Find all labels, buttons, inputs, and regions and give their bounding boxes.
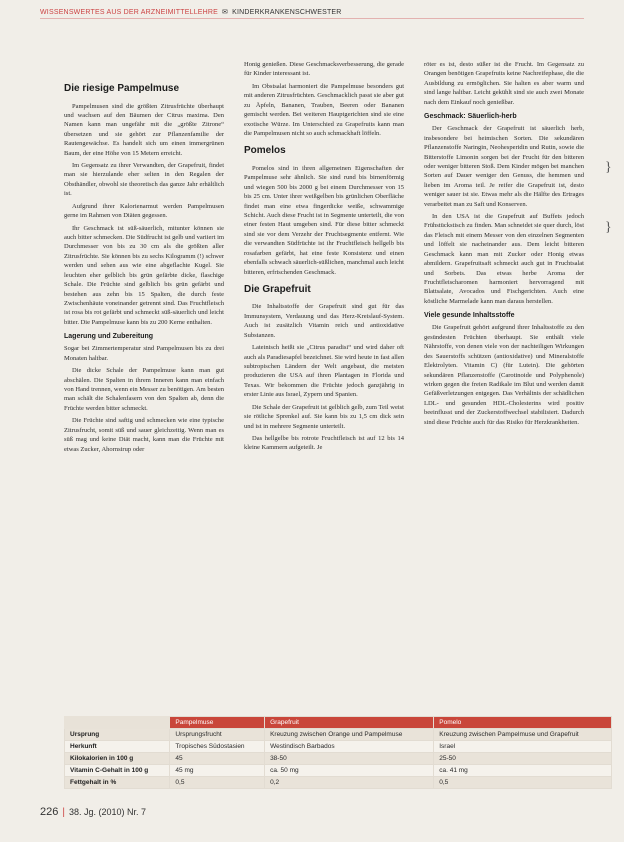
header-separator-icon: ✉ [222,9,229,16]
paragraph: Die Inhaltsstoffe der Grapefruit sind gut für das Immunsystem, Verdauung und das Herz-Kreislauf-System. Auch ist zusätzlich Vitamin reich und antioxidative Substanzen. [244,303,404,339]
column-1 [64,76,224,457]
table-cell: 45 mg [170,765,265,777]
subheading: Geschmack: Säuerlich-herb [424,113,517,121]
table-cell: 0,5 [170,777,265,789]
table-cell: ca. 41 mg [434,765,612,777]
section-title: Pomelos [244,145,286,157]
table-cell: ca. 50 mg [265,765,434,777]
table-cell: Israel [434,741,612,753]
page-footer [40,806,146,818]
issue-info: 38. Jg. (2010) Nr. 7 [68,807,147,817]
comparison-table [64,716,612,789]
page-number: 226 [40,806,59,818]
table-cell: 25-50 [434,753,612,765]
column-2 [244,60,404,456]
paragraph: Die Schale der Grapefruit ist gelblich gelb, zum Teil weist sie rötliche Sprenkel auf. Sie kann bis zu 1,5 cm dick sein und ist in mehrere Segmente unterteilt. [244,403,404,430]
table-header-cell: Grapefruit [265,717,434,729]
table-cell: Vitamin C-Gehalt in 100 g [65,765,170,777]
paragraph: Aufgrund ihrer Kalorienarmut werden Pampelmusen gerne im Rahmen von Diäten gegessen. [64,202,224,220]
paragraph: In den USA ist die Grapefruit auf Buffets jedoch Frühstückstisch zu finden. Man schneidet sie quer durch, löst das Fleisch mit einem Messer von den einzelnen Segmenten und löffelt sie nacheinander aus. Dem leicht bitteren Geschmack kann man mit Zucker oder Honig etwas abmildern. Grapefruitsaft schmeckt auch gut in Fruchtsalat und Sorbets. Das etwas herbe Aroma der Fruchtfleischaromen harmoniert hervorragend mit Blattsalate, Avocados und Fischgerichten. Auch eine köstliche Marmelade kann man daraus herstellen. [424,213,584,305]
paragraph: Die Grapefruit gehört aufgrund ihrer Inhaltsstoffe zu den gesündesten Früchten überhaupt. Sie enthält viele Nährstoffe, von denen viele von der nachteiligen Wirkungen des Sauerstoffs schützen (antioxidative) und Mineralstoffe Elektrolyten. Vitamin C) (für Lutein). Die gehörten sekundären Pflanzenstoffe (Carotinoide und Polyphenole) wirken gegen die freien Radikale im Blut und werden damit Gefäßverletzungen entgegen. Das Verhältnis der schädlichen LDL- und gesunden HDL-Cholesterins wird positiv beeinflusst und der Zuckerstoffwechsel stabilisiert. Dadurch sind diese Früchte auch für das Risiko für Herzkrankheiten. [424,324,584,426]
paragraph: Im Gegensatz zu ihrer Verwandten, der Grapefruit, findet man sie hierzulande eher selten in den Regalen der Obsthändler, obwohl sie theoretisch das ganze Jahr erhältlich ist. [64,162,224,198]
subheading: Lagerung und Zubereitung [64,333,154,341]
paragraph: röter es ist, desto süßer ist die Frucht. Im Gegensatz zu Orangen benötigen Grapefruits keine Nachreifephase, die die Ausbildung zu ermöglichen. Sie halten es aber warm und sind lange haltbar. Leicht gekühlt sind sie auch zwei Monate nach dem Einkauf noch genießbar. [424,61,584,106]
table-row [65,765,612,777]
table-cell: Westindisch Barbados [265,741,434,753]
table-cell: Kilokalorien in 100 g [65,753,170,765]
paragraph: Im Obstsalat harmoniert die Pampelmuse besonders gut mit anderen Zitrusfrüchten. Geschmacklich passt sie aber gut zu Äpfeln, Bananen, Trauben, Beeren oder Bananen gemischt werden. Bei weiteren Hauptgerichten sind sie eine exotische Würze. Im Unterschied zu Grapefruits kann man die Pampelmusen nicht so auch schmackhaft löffeln. [244,82,404,137]
header-divider [40,18,584,19]
paragraph: Honig genießen. Diese Geschmacksverbesserung, die gerade für Kinder interessant ist. [244,61,404,78]
paragraph: Pomelos sind in ihren allgemeinen Eigenschaften der Pampelmuse sehr ähnlich. Sie sind rund bis birnenförmig und wiegen 500 bis 2000 g bei einem Durchmesser von 15 bis 25 cm. Unter ihrer weißgelben bis grünlichen Oberfläche findet man eine etwa fingerdicke weiße, schwammige Schicht. Auch diese Frucht ist in Segmente unterteilt, die von einer festen Haut umgeben sind. Für diese bitter schmeckt sind sie vor dem Verzehr der Fruchtsegmente entfernt. Wie die verwandten Südfrüchte ist ihr Fruchtfleisch hellgelb bis rosafarben gefärbt, hat eine feste Konsistenz und einen ebenfalls schwach säuerlich-süßlichen, manchmal auch leicht bitteren, erfrischenden Geschmack. [244,164,404,276]
table-row [65,777,612,789]
table-cell: Herkunft [65,741,170,753]
running-header [40,8,584,16]
table-cell: Ursprungsfrucht [170,729,265,741]
table-cell: 45 [170,753,265,765]
table-row [65,741,612,753]
paragraph: Lateinisch heißt sie „Citrus paradisi“ und wird daher oft auch als Paradiesapfel bezeichnet. Sie wird heute in fast allen subtropischen Ländern der Welt angebaut, die meisten produzieren die USA auf ihren Plantagen in Florida und Texas. Wir bekommen die Früchte jedoch ganzjährig in erster Linie aus Israel, Zypern und Spanien. [244,344,404,399]
paragraph: Die Früchte sind saftig und schmecken wie eine typische Zitrusfrucht, somit süß und sauer gleichzeitig. Wenn man es süß mag und keine Diät macht, kann man die Früchte mit etwas Zucker, Ahornsirup oder [64,417,224,453]
table-cell: 0,2 [265,777,434,789]
paragraph: Die dicke Schale der Pampelmuse kann man gut abschälen. Die Spalten in ihrem Inneren kann man einfach von Hand trennen, wenn ein Messer zu benötigen. Am besten man schält die Schalenfasern von den Spalten ab, denn die Früchte werden bitter schmeckt. [64,367,224,412]
table-cell: 38-50 [265,753,434,765]
table-cell: Tropisches Südostasien [170,741,265,753]
table-cell: 0,5 [434,777,612,789]
article-title: Die riesige Pampelmuse [64,83,180,94]
table-header-cell: Pampelmuse [170,717,265,729]
paragraph: Pampelmusen sind die größten Zitrusfrüchte überhaupt und wachsen auf den Bäumen der Citrus maxima. Den Namen kann man ungefähr mit die „größte Zitrone“ übersetzen und sie gehört zur Pflanzenfamilie der Rautengewächse. Es handelt sich um einen immergrünen Baum, der eine Höhe von 15 Metern erreicht. [64,102,224,157]
table-header-row [65,717,612,729]
subheading: Viele gesunde Inhaltsstoffe [424,312,515,320]
header-section: WISSENSWERTES AUS DER ARZNEIMITTELLEHRE [40,8,219,16]
table-cell: Kreuzung zwischen Pampelmuse und Grapefruit [434,729,612,741]
section-title: Die Grapefruit [244,283,311,295]
paragraph: Sogar bei Zimmertemperatur sind Pampelmusen bis zu drei Monaten haltbar. [64,345,224,362]
table-row [65,729,612,741]
footer-separator: | [62,807,65,818]
table-cell: Kreuzung zwischen Orange und Pampelmuse [265,729,434,741]
table-cell: Ursprung [65,729,170,741]
header-subsection: KINDERKRANKENSCHWESTER [232,8,342,16]
table-cell: Fettgehalt in % [65,777,170,789]
paragraph: Das hellgelbe bis rotrote Fruchtfleisch ist auf 12 bis 14 kleine Kammern aufgeteilt. Je [244,434,404,452]
paragraph: Der Geschmack der Grapefruit ist säuerlich herb, insbesondere bei heimischen Sorten. Die sekundären Pflanzenstoffe Naringin, Neohesperidin und Rutin, sowie die Bitterstoffe Limonin sorgen bei der Frucht für den bitteren oder weniger bitteren Stoß. Dem Kinder mögen bei manchen Sorten auf Dauer weniger den Genuss, die hemmen und lieben im Aroma teil. Je reifer die Grapefruit ist, desto weniger sauer ist sie. Etwas mehr als die Hälfte des Ertrages verarbeitet man zu Saft und Konserven. [424,125,584,208]
table-row [65,753,612,765]
table-header-cell [65,717,170,729]
table-header-cell: Pomelo [434,717,612,729]
margin-bracket-icon: } [605,160,612,175]
paragraph: Ihr Geschmack ist süß-säuerlich, mitunter können sie auch bitter schmecken. Die Südfrucht ist gelb und variiert im Durchmesser von bis zu 30 cm als die größten aller Zitrusfrüchte. Sie können bis zu sechs Kilogramm (!) schwer werden und sehen aus wie eine abgeflachte Kugel. Sie leuchten eher gelblich bis grün gefärbte dicke, flaschige Schale. Die Früchte sind gelblich bis grün gefärbt und bestehen aus zehn bis 15 Spalten, die durch feste Zwischenhäute voneinander getrennt sind. Das Fruchtfleisch ist rosa bis rot gefärbt und schmeckt süß-säuerlich und leicht bitter. Die Pampelmuse kann bis zu 200 Kerne enthalten. [64,224,224,326]
margin-bracket-icon: } [605,220,612,235]
column-3 [424,60,584,430]
